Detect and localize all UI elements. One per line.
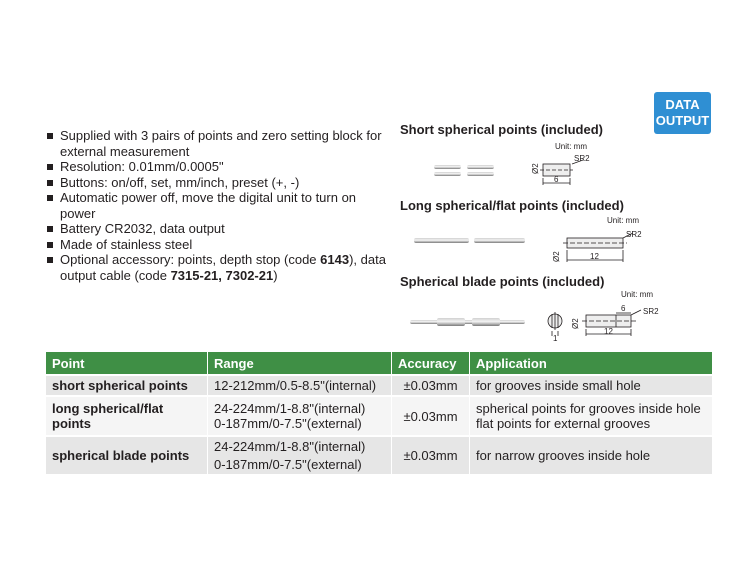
feature-item: Supplied with 3 pairs of points and zero setting block for external measurement (46, 128, 386, 159)
short-points-image (434, 165, 494, 176)
blade-points-title: Spherical blade points (included) (400, 274, 605, 289)
feature-item-accessory: Optional accessory: points, depth stop (code 6143), data output cable (code 7315-21, 7302-21) (46, 252, 386, 283)
cell-point: spherical blade points (46, 436, 208, 475)
blade-thick-label: 1 (553, 334, 558, 343)
header-point: Point (46, 352, 208, 375)
table-row (46, 396, 712, 436)
cell-range: 24-224mm/1-8.8"(internal) 0-187mm/0-7.5"(external) (208, 436, 392, 475)
blade-unit: Unit: mm (621, 290, 653, 299)
short-len-label: 6 (554, 175, 559, 184)
blade-len2-label: 12 (604, 327, 613, 336)
cell-range: 12-212mm/0.5-8.5"(internal) (208, 375, 392, 396)
table-row (46, 375, 712, 396)
table-header-row (46, 352, 712, 375)
cell-accuracy: ±0.03mm (392, 436, 470, 475)
cell-point: long spherical/flat points (46, 396, 208, 436)
cell-application: spherical points for grooves inside hole flat points for external grooves (470, 396, 713, 436)
blade-len1-label: 6 (621, 304, 626, 313)
feature-item: Battery CR2032, data output (46, 221, 386, 237)
badge-line-2: OUTPUT (655, 113, 710, 128)
short-sr-label: SR2 (574, 154, 590, 163)
long-points-title: Long spherical/flat points (included) (400, 198, 624, 213)
spec-table (46, 352, 712, 476)
long-sr-label: SR2 (626, 230, 642, 239)
short-points-drawing (540, 160, 583, 185)
long-unit: Unit: mm (607, 216, 639, 225)
header-accuracy: Accuracy (392, 352, 470, 375)
cell-application: for grooves inside small hole (470, 375, 713, 396)
blade-points-drawing (548, 310, 641, 336)
blade-dia-label: Ø2 (571, 318, 580, 329)
cell-accuracy: ±0.03mm (392, 375, 470, 396)
cell-point: short spherical points (46, 375, 208, 396)
feature-item: Buttons: on/off, set, mm/inch, preset (+, -) (46, 175, 386, 191)
blade-points-image (410, 318, 525, 326)
header-range: Range (208, 352, 392, 375)
feature-item: Automatic power off, move the digital unit to turn on power (46, 190, 386, 221)
short-dia-label: Ø2 (531, 163, 540, 174)
feature-item: Resolution: 0.01mm/0.0005" (46, 159, 386, 175)
cell-application: for narrow grooves inside hole (470, 436, 713, 475)
short-unit: Unit: mm (555, 142, 587, 151)
long-dia-label: Ø2 (552, 251, 561, 262)
table-row (46, 436, 712, 475)
long-len-label: 12 (590, 252, 599, 261)
header-application: Application (470, 352, 713, 375)
cell-accuracy: ±0.03mm (392, 396, 470, 436)
blade-sr-label: SR2 (643, 307, 659, 316)
short-points-title: Short spherical points (included) (400, 122, 603, 137)
badge-line-1: DATA (665, 97, 700, 112)
long-points-image (414, 238, 525, 243)
cell-range: 24-224mm/1-8.8"(internal) 0-187mm/0-7.5"(external) (208, 396, 392, 436)
feature-item: Made of stainless steel (46, 237, 386, 253)
